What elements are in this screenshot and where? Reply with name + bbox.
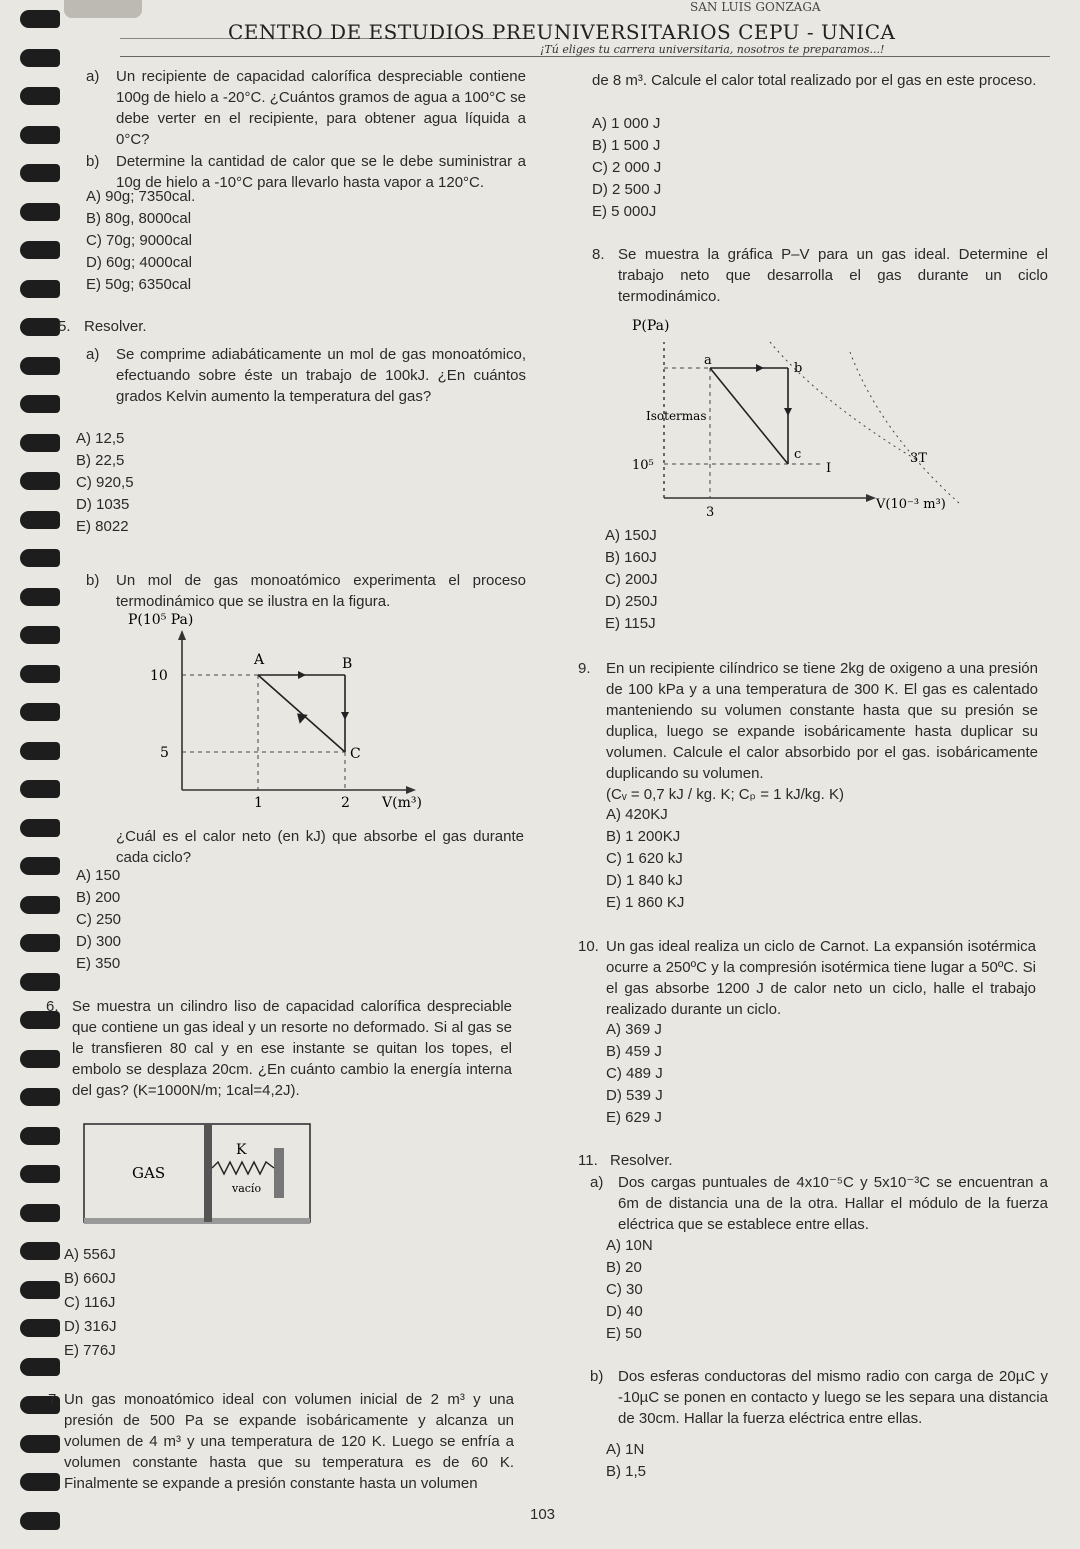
q5a-text: Se comprime adiabáticamente un mol de gas monoatómico, efectuando sobre éste un trabajo de 100kJ. ¿En cuántos grados Kelvin aumento la temperatura del gas? bbox=[116, 346, 526, 405]
q8-label-c: c bbox=[794, 447, 802, 462]
q10-option-c[interactable]: C) 489 J bbox=[606, 1065, 663, 1082]
binding-ring bbox=[20, 973, 60, 991]
q5b-arrow-ab bbox=[298, 671, 306, 679]
q5a-option-c[interactable]: C) 920,5 bbox=[76, 474, 134, 491]
q10-option-a[interactable]: A) 369 J bbox=[606, 1021, 662, 1038]
q11a-option-c[interactable]: C) 30 bbox=[606, 1281, 643, 1298]
binding-ring bbox=[20, 857, 60, 875]
q5b-y-axis-label: P(10⁵ Pa) bbox=[128, 612, 194, 628]
q11b-option-a[interactable]: A) 1N bbox=[606, 1441, 645, 1458]
binding-ring bbox=[20, 280, 60, 298]
header-top-text: SAN LUIS GONZAGA bbox=[690, 0, 821, 14]
q4-option-e[interactable]: E) 50g; 6350cal bbox=[86, 276, 192, 293]
q8-x-arrow bbox=[866, 494, 876, 502]
q4-option-b[interactable]: B) 80g, 8000cal bbox=[86, 210, 192, 227]
binding-ring bbox=[20, 511, 60, 529]
binding-ring bbox=[20, 126, 60, 144]
q11-number: 11. bbox=[578, 1152, 598, 1169]
q10-option-b[interactable]: B) 459 J bbox=[606, 1043, 662, 1060]
q5a-option-b[interactable]: B) 22,5 bbox=[76, 452, 125, 469]
q4-option-d[interactable]: D) 60g; 4000cal bbox=[86, 254, 192, 271]
binding-ring bbox=[20, 742, 60, 760]
binding-ring bbox=[20, 357, 60, 375]
q9-constants: (Cᵥ = 0,7 kJ / kg. K; Cₚ = 1 kJ/kg. K) bbox=[606, 786, 844, 803]
q11b-option-b[interactable]: B) 1,5 bbox=[606, 1463, 647, 1480]
binding-ring bbox=[20, 665, 60, 683]
q6-piston bbox=[204, 1124, 212, 1222]
binding-ring bbox=[20, 896, 60, 914]
binding-ring bbox=[20, 819, 60, 837]
binding-ring bbox=[20, 395, 60, 413]
binding-ring bbox=[20, 1165, 60, 1183]
q5b-option-c[interactable]: C) 250 bbox=[76, 911, 122, 928]
q8-label-t: I bbox=[826, 461, 832, 476]
q8-option-a[interactable]: A) 150J bbox=[605, 527, 657, 544]
q8-number: 8. bbox=[592, 246, 605, 263]
q5b-ytick-10: 10 bbox=[150, 668, 168, 684]
binding-ring bbox=[20, 1512, 60, 1530]
q7-option-b[interactable]: B) 1 500 J bbox=[592, 137, 661, 154]
binding-ring bbox=[20, 472, 60, 490]
q11a-option-b[interactable]: B) 20 bbox=[606, 1259, 642, 1276]
q11b-label: b) bbox=[590, 1368, 604, 1385]
q7-option-a[interactable]: A) 1 000 J bbox=[592, 115, 661, 132]
binding-ring bbox=[20, 588, 60, 606]
q8-option-d[interactable]: D) 250J bbox=[605, 593, 658, 610]
q5a-option-a[interactable]: A) 12,5 bbox=[76, 430, 125, 447]
q9-option-e[interactable]: E) 1 860 KJ bbox=[606, 894, 685, 911]
q6-text: Se muestra un cilindro liso de capacidad calorífica despreciable que contiene un gas ideal y un resorte no deformado. Si al gas se le transfieren 80 cal y en ese instante se quitan los topes, el embolo se desplaza 20cm. ¿En cuánto cambio la energía interna del gas? (K=1000N/m; 1cal=4,2J). bbox=[72, 998, 512, 1099]
q5b-xtick-1: 1 bbox=[254, 795, 263, 811]
q5b-option-a[interactable]: A) 150 bbox=[76, 867, 121, 884]
q4-option-c[interactable]: C) 70g; 9000cal bbox=[86, 232, 192, 249]
binding-ring bbox=[20, 626, 60, 644]
q7-option-c[interactable]: C) 2 000 J bbox=[592, 159, 662, 176]
q5b-y-arrow bbox=[178, 630, 186, 640]
q5-title: Resolver. bbox=[84, 318, 147, 335]
q6-stopper bbox=[274, 1148, 284, 1198]
q7-number: 7. bbox=[48, 1391, 61, 1408]
q8-label-3t: 3T bbox=[910, 451, 927, 466]
binding-ring bbox=[20, 1242, 60, 1260]
q8-pv-graph bbox=[620, 312, 980, 522]
q5b-x-axis-label: V(m³) bbox=[382, 795, 422, 811]
q8-text: Se muestra la gráfica P–V para un gas ideal. Determine el trabajo neto que desarrolla el gas durante un ciclo termodinámico. bbox=[618, 246, 1048, 305]
q4b-text: Determine la cantidad de calor que se le debe suministrar a 10g de hielo a -10°C para llevarlo hasta vapor a 120°C. bbox=[116, 153, 526, 191]
q6-number: 6. bbox=[46, 998, 59, 1015]
q8-xtick: 3 bbox=[706, 505, 715, 520]
q5a-option-e[interactable]: E) 8022 bbox=[76, 518, 129, 535]
q5a-label: a) bbox=[86, 346, 100, 363]
q6-option-d[interactable]: D) 316J bbox=[64, 1318, 117, 1335]
q9-text: En un recipiente cilíndrico se tiene 2kg de oxigeno a una presión de 100 kPa y a una temperatura de 300 K. El gas es calentado manteniendo su volumen constante hasta que su presión se duplica, luego se expande isobáricamente hasta duplicar su volumen. Calcule el calor absorbido por el gas. isobáricamente duplicando su volumen. bbox=[606, 660, 1038, 782]
q5b-label: b) bbox=[86, 572, 100, 589]
q11b-text: Dos esferas conductoras del mismo radio con carga de 20µC y -10µC se ponen en contacto y luego se les separa una distancia de 30cm. Hallar la fuerza eléctrica entre ellas. bbox=[618, 1368, 1048, 1427]
q5b-x-arrow bbox=[406, 786, 416, 794]
q8-option-b[interactable]: B) 160J bbox=[605, 549, 657, 566]
q6-cylinder-figure bbox=[80, 1116, 330, 1231]
q5b-pv-graph bbox=[120, 608, 460, 823]
header-title: CENTRO DE ESTUDIOS PREUNIVERSITARIOS CEPU - UNICA bbox=[228, 20, 896, 44]
q8-line-ca bbox=[710, 368, 788, 464]
q6-option-e[interactable]: E) 776J bbox=[64, 1342, 116, 1359]
q11a-text: Dos cargas puntuales de 4x10⁻⁵C y 5x10⁻³C se encuentran a 6m de distancia una de la otra. Hallar el módulo de la fuerza eléctrica que se establece entre ellas. bbox=[618, 1174, 1048, 1233]
binding-ring bbox=[20, 780, 60, 798]
q5b-option-e[interactable]: E) 350 bbox=[76, 955, 121, 972]
q8-isotherm-t bbox=[770, 342, 920, 462]
q6-spring-label: K bbox=[236, 1142, 247, 1158]
q7-option-e[interactable]: E) 5 000J bbox=[592, 203, 657, 220]
q5b-point-b: B bbox=[342, 656, 353, 672]
binding-ring bbox=[20, 241, 60, 259]
q9-number: 9. bbox=[578, 660, 591, 677]
q5b-question: ¿Cuál es el calor neto (en kJ) que absorbe el gas durante cada ciclo? bbox=[116, 828, 524, 866]
binding-ring bbox=[20, 1204, 60, 1222]
q8-isotherm-3t bbox=[850, 352, 960, 504]
q5b-ytick-5: 5 bbox=[160, 745, 169, 761]
binding-ring bbox=[20, 549, 60, 567]
q8-option-e[interactable]: E) 115J bbox=[605, 615, 656, 632]
q11-title: Resolver. bbox=[610, 1152, 673, 1169]
q9-option-b[interactable]: B) 1 200KJ bbox=[606, 828, 681, 845]
q8-label-isotermas: Isotermas bbox=[646, 409, 707, 423]
q6-spring bbox=[212, 1162, 274, 1174]
q6-vacuum-label: vacío bbox=[232, 1182, 262, 1195]
q11a-label: a) bbox=[590, 1174, 604, 1191]
binding-ring bbox=[20, 1319, 60, 1337]
q10-option-e[interactable]: E) 629 J bbox=[606, 1109, 662, 1126]
binding-ring bbox=[20, 1281, 60, 1299]
q8-y-axis-label: P(Pa) bbox=[632, 318, 670, 334]
q8-option-c[interactable]: C) 200J bbox=[605, 571, 658, 588]
binding-ring bbox=[20, 934, 60, 952]
q4-option-a[interactable]: A) 90g; 7350cal. bbox=[86, 188, 196, 205]
q9-option-a[interactable]: A) 420KJ bbox=[606, 806, 668, 823]
binding-ring bbox=[20, 318, 60, 336]
q8-arrow-bc bbox=[784, 408, 792, 416]
q5-number: 5. bbox=[58, 318, 71, 335]
q7-text-left: Un gas monoatómico ideal con volumen inicial de 2 m³ y una presión de 500 Pa se expande isobáricamente y alcanza un volumen de 4 m³ y una temperatura de 120 K. Luego se enfría a volumen constante hasta que su temperatura es de 60 K. Finalmente se expande a presión constante hasta un volumen bbox=[64, 1391, 514, 1492]
binding-ring bbox=[20, 203, 60, 221]
q11a-option-d[interactable]: D) 40 bbox=[606, 1303, 643, 1320]
page-header bbox=[0, 0, 1080, 62]
q5b-arrow-bc bbox=[341, 712, 349, 720]
binding-ring bbox=[20, 1358, 60, 1376]
q11a-option-a[interactable]: A) 10N bbox=[606, 1237, 653, 1254]
binding-ring bbox=[20, 703, 60, 721]
q5b-arrow-ca bbox=[293, 709, 308, 724]
q4b-label: b) bbox=[86, 153, 100, 170]
binding-ring bbox=[20, 1127, 60, 1145]
q6-cylinder-base bbox=[84, 1218, 310, 1224]
q5b-point-c: C bbox=[350, 746, 361, 762]
q10-text: Un gas ideal realiza un ciclo de Carnot. La expansión isotérmica ocurre a 250ºC y la compresión isotérmica tiene lugar a 50ºC. Si el gas absorbe 1200 J de calor neto un ciclo, halle el trabajo realizado durante un ciclo. bbox=[606, 938, 1036, 1018]
q9-option-d[interactable]: D) 1 840 kJ bbox=[606, 872, 683, 889]
q10-option-d[interactable]: D) 539 J bbox=[606, 1087, 663, 1104]
spiral-binding bbox=[0, 0, 70, 1549]
header-slogan: ¡Tú eliges tu carrera universitaria, nosotros te preparamos...! bbox=[540, 43, 885, 56]
binding-ring bbox=[20, 1435, 60, 1453]
binding-ring bbox=[20, 164, 60, 182]
q8-arrow-ab bbox=[756, 364, 764, 372]
q6-option-a[interactable]: A) 556J bbox=[64, 1246, 116, 1263]
binding-ring bbox=[20, 87, 60, 105]
q4a-text: Un recipiente de capacidad calorífica despreciable contiene 100g de hielo a -20°C. ¿Cuántos gramos de agua a 100°C se debe verter en el recipiente, para obtener agua líquida a 0°C? bbox=[116, 68, 526, 148]
q7-text-right: de 8 m³. Calcule el calor total realizado por el gas en este proceso. bbox=[592, 72, 1037, 89]
q8-ytick: 10⁵ bbox=[632, 458, 654, 473]
q6-gas-label: GAS bbox=[132, 1164, 166, 1182]
q6-option-c[interactable]: C) 116J bbox=[64, 1294, 116, 1311]
institution-logo bbox=[64, 0, 142, 18]
page-number: 103 bbox=[530, 1506, 556, 1523]
q5b-text: Un mol de gas monoatómico experimenta el proceso termodinámico que se ilustra en la figura. bbox=[116, 572, 526, 610]
q5b-xtick-2: 2 bbox=[341, 795, 350, 811]
q9-option-c[interactable]: C) 1 620 kJ bbox=[606, 850, 683, 867]
q6-option-b[interactable]: B) 660J bbox=[64, 1270, 116, 1287]
binding-ring bbox=[20, 1473, 60, 1491]
q7-option-d[interactable]: D) 2 500 J bbox=[592, 181, 662, 198]
q8-x-axis-label: V(10⁻³ m³) bbox=[876, 497, 946, 512]
header-divider bbox=[120, 56, 1050, 57]
binding-ring bbox=[20, 1088, 60, 1106]
q8-label-a: a bbox=[704, 353, 712, 368]
binding-ring bbox=[20, 434, 60, 452]
q5b-line-ca bbox=[258, 675, 345, 752]
q11a-option-e[interactable]: E) 50 bbox=[606, 1325, 642, 1342]
q10-number: 10. bbox=[578, 938, 599, 955]
binding-ring bbox=[20, 1050, 60, 1068]
q5b-option-b[interactable]: B) 200 bbox=[76, 889, 121, 906]
q5a-option-d[interactable]: D) 1035 bbox=[76, 496, 130, 513]
q8-label-b: b bbox=[794, 361, 803, 376]
q4a-label: a) bbox=[86, 68, 100, 85]
q5b-option-d[interactable]: D) 300 bbox=[76, 933, 122, 950]
q5b-point-a: A bbox=[254, 652, 265, 668]
